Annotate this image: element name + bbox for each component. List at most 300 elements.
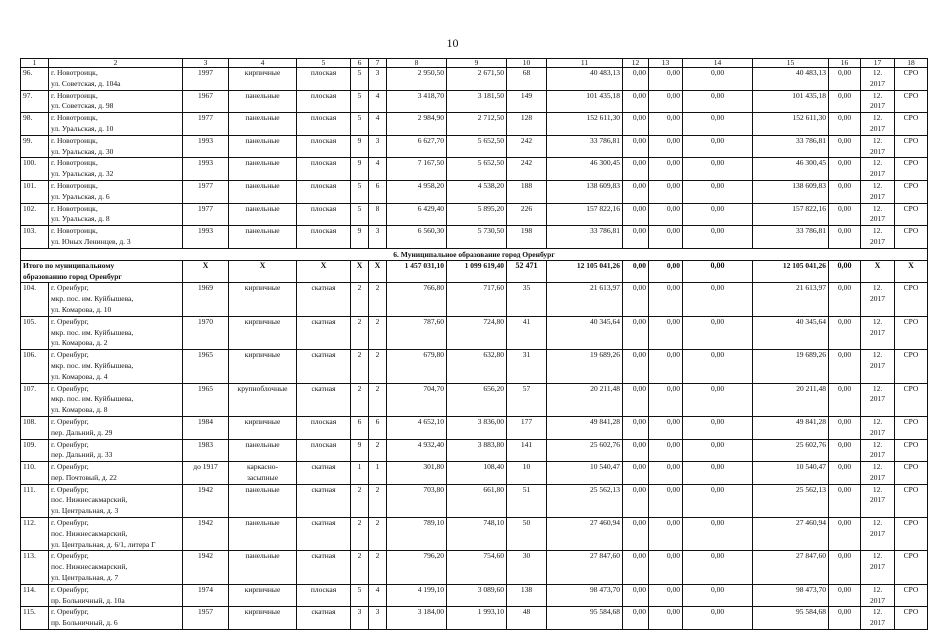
floors: 9 bbox=[351, 226, 369, 249]
fund-method: СРО bbox=[895, 180, 928, 203]
total-area: 6 627,70 bbox=[387, 135, 447, 158]
total-col-14: 0,00 bbox=[683, 260, 753, 283]
cost-col-15: 20 211,48 bbox=[753, 383, 829, 416]
entrances: 3 bbox=[369, 68, 387, 91]
wall-material: панельные bbox=[229, 113, 297, 136]
completion-term: 12. 2017 bbox=[861, 90, 895, 113]
roof-type: плоская bbox=[297, 180, 351, 203]
cost-col-14: 0,00 bbox=[683, 158, 753, 181]
cost-col-12: 0,00 bbox=[623, 551, 649, 584]
wall-material: кирпичные bbox=[229, 68, 297, 91]
cost-col-13: 0,00 bbox=[649, 135, 683, 158]
cost-col-14: 0,00 bbox=[683, 283, 753, 316]
cost-col-16: 0,00 bbox=[829, 350, 861, 383]
completion-term: 12. 2017 bbox=[861, 607, 895, 630]
table-row bbox=[21, 113, 928, 136]
living-area: 3 089,60 bbox=[447, 584, 507, 607]
table-row bbox=[21, 439, 928, 462]
cost-col-14: 0,00 bbox=[683, 90, 753, 113]
cost-col-14: 0,00 bbox=[683, 180, 753, 203]
total-area: 4 199,10 bbox=[387, 584, 447, 607]
housing-register-table bbox=[20, 58, 928, 630]
column-number-cell: 5 bbox=[297, 59, 351, 68]
build-year: 1942 bbox=[183, 551, 229, 584]
entrances: 2 bbox=[369, 383, 387, 416]
residents: 141 bbox=[507, 439, 547, 462]
cost-col-12: 0,00 bbox=[623, 283, 649, 316]
total-col-3: X bbox=[183, 260, 229, 283]
repair-cost: 20 211,48 bbox=[547, 383, 623, 416]
wall-material: кирпичные bbox=[229, 316, 297, 349]
wall-material: панельные bbox=[229, 484, 297, 517]
table-row bbox=[21, 350, 928, 383]
column-number-cell: 11 bbox=[547, 59, 623, 68]
wall-material: панельные bbox=[229, 90, 297, 113]
table-row bbox=[21, 607, 928, 630]
row-number: 108. bbox=[21, 416, 49, 439]
build-year: 1993 bbox=[183, 226, 229, 249]
cost-col-12: 0,00 bbox=[623, 462, 649, 485]
completion-term: 12. 2017 bbox=[861, 584, 895, 607]
completion-term: 12. 2017 bbox=[861, 383, 895, 416]
roof-type: скатная bbox=[297, 462, 351, 485]
cost-col-12: 0,00 bbox=[623, 316, 649, 349]
total-row bbox=[21, 260, 928, 283]
cost-col-12: 0,00 bbox=[623, 113, 649, 136]
completion-term: 12. 2017 bbox=[861, 113, 895, 136]
cost-col-14: 0,00 bbox=[683, 135, 753, 158]
cost-col-12: 0,00 bbox=[623, 484, 649, 517]
table-row bbox=[21, 90, 928, 113]
cost-col-15: 49 841,28 bbox=[753, 416, 829, 439]
total-cost-sum: 12 105 041,26 bbox=[547, 260, 623, 283]
table-row bbox=[21, 416, 928, 439]
residents: 177 bbox=[507, 416, 547, 439]
roof-type: скатная bbox=[297, 283, 351, 316]
column-number-cell: 10 bbox=[507, 59, 547, 68]
column-number-cell: 2 bbox=[49, 59, 183, 68]
living-area: 5 652,50 bbox=[447, 135, 507, 158]
cost-col-15: 33 786,81 bbox=[753, 226, 829, 249]
residents: 149 bbox=[507, 90, 547, 113]
entrances: 4 bbox=[369, 90, 387, 113]
completion-term: 12. 2017 bbox=[861, 316, 895, 349]
fund-method: СРО bbox=[895, 350, 928, 383]
cost-col-16: 0,00 bbox=[829, 607, 861, 630]
cost-col-13: 0,00 bbox=[649, 316, 683, 349]
row-number: 111. bbox=[21, 484, 49, 517]
cost-col-12: 0,00 bbox=[623, 439, 649, 462]
column-number-row bbox=[21, 59, 928, 68]
table-row bbox=[21, 203, 928, 226]
row-number: 105. bbox=[21, 316, 49, 349]
roof-type: плоская bbox=[297, 203, 351, 226]
build-year: 1984 bbox=[183, 416, 229, 439]
repair-cost: 95 584,68 bbox=[547, 607, 623, 630]
address: г. Оренбург, пос. Нижнесакмарский, ул. Центральная, д. 6/1, литера Г bbox=[49, 518, 183, 551]
living-area: 3 836,00 bbox=[447, 416, 507, 439]
total-area: 6 560,30 bbox=[387, 226, 447, 249]
entrances: 4 bbox=[369, 158, 387, 181]
repair-cost: 49 841,28 bbox=[547, 416, 623, 439]
cost-col-16: 0,00 bbox=[829, 518, 861, 551]
cost-col-13: 0,00 bbox=[649, 90, 683, 113]
floors: 6 bbox=[351, 416, 369, 439]
living-area: 661,80 bbox=[447, 484, 507, 517]
residents: 10 bbox=[507, 462, 547, 485]
cost-col-16: 0,00 bbox=[829, 158, 861, 181]
entrances: 2 bbox=[369, 316, 387, 349]
fund-method: СРО bbox=[895, 518, 928, 551]
cost-col-16: 0,00 bbox=[829, 68, 861, 91]
cost-col-14: 0,00 bbox=[683, 226, 753, 249]
cost-col-12: 0,00 bbox=[623, 416, 649, 439]
entrances: 2 bbox=[369, 439, 387, 462]
build-year: 1965 bbox=[183, 350, 229, 383]
cost-col-12: 0,00 bbox=[623, 135, 649, 158]
roof-type: скатная bbox=[297, 518, 351, 551]
column-number-cell: 12 bbox=[623, 59, 649, 68]
repair-cost: 101 435,18 bbox=[547, 90, 623, 113]
total-area: 3 184,00 bbox=[387, 607, 447, 630]
cost-col-16: 0,00 bbox=[829, 90, 861, 113]
floors: 2 bbox=[351, 551, 369, 584]
repair-cost: 19 689,26 bbox=[547, 350, 623, 383]
living-area: 748,10 bbox=[447, 518, 507, 551]
table-row bbox=[21, 135, 928, 158]
column-number-cell: 3 bbox=[183, 59, 229, 68]
repair-cost: 40 345,64 bbox=[547, 316, 623, 349]
completion-term: 12. 2017 bbox=[861, 135, 895, 158]
cost-col-13: 0,00 bbox=[649, 158, 683, 181]
cost-col-13: 0,00 bbox=[649, 584, 683, 607]
row-number: 107. bbox=[21, 383, 49, 416]
cost-col-15: 157 822,16 bbox=[753, 203, 829, 226]
cost-col-13: 0,00 bbox=[649, 518, 683, 551]
cost-col-14: 0,00 bbox=[683, 203, 753, 226]
total-area: 4 932,40 bbox=[387, 439, 447, 462]
page-number: 10 bbox=[446, 36, 459, 50]
completion-term: 12. 2017 bbox=[861, 226, 895, 249]
living-area: 5 895,20 bbox=[447, 203, 507, 226]
address: г. Оренбург, мкр. пос. им. Куйбышева, ул. Комарова, д. 8 bbox=[49, 383, 183, 416]
roof-type: плоская bbox=[297, 226, 351, 249]
wall-material: панельные bbox=[229, 158, 297, 181]
living-area: 108,40 bbox=[447, 462, 507, 485]
cost-col-14: 0,00 bbox=[683, 416, 753, 439]
cost-col-14: 0,00 bbox=[683, 350, 753, 383]
fund-method: СРО bbox=[895, 584, 928, 607]
cost-col-14: 0,00 bbox=[683, 439, 753, 462]
cost-col-15: 46 300,45 bbox=[753, 158, 829, 181]
roof-type: плоская bbox=[297, 584, 351, 607]
build-year: 1977 bbox=[183, 180, 229, 203]
build-year: 1942 bbox=[183, 518, 229, 551]
cost-col-15: 25 602,76 bbox=[753, 439, 829, 462]
build-year: 1983 bbox=[183, 439, 229, 462]
cost-col-15: 25 562,13 bbox=[753, 484, 829, 517]
cost-col-16: 0,00 bbox=[829, 113, 861, 136]
completion-term: 12. 2017 bbox=[861, 158, 895, 181]
cost-col-16: 0,00 bbox=[829, 226, 861, 249]
cost-col-13: 0,00 bbox=[649, 226, 683, 249]
entrances: 6 bbox=[369, 416, 387, 439]
completion-term: 12. 2017 bbox=[861, 416, 895, 439]
fund-method: СРО bbox=[895, 439, 928, 462]
cost-col-15: 40 345,64 bbox=[753, 316, 829, 349]
total-area: 2 950,50 bbox=[387, 68, 447, 91]
wall-material: панельные bbox=[229, 439, 297, 462]
roof-type: скатная bbox=[297, 316, 351, 349]
total-area: 2 984,90 bbox=[387, 113, 447, 136]
section-title-row bbox=[21, 248, 928, 260]
column-number-cell: 9 bbox=[447, 59, 507, 68]
build-year: 1993 bbox=[183, 158, 229, 181]
living-area: 724,80 bbox=[447, 316, 507, 349]
wall-material: крупноблочные bbox=[229, 383, 297, 416]
cost-col-14: 0,00 bbox=[683, 462, 753, 485]
column-number-cell: 6 bbox=[351, 59, 369, 68]
entrances: 2 bbox=[369, 283, 387, 316]
build-year: 1957 bbox=[183, 607, 229, 630]
residents: 30 bbox=[507, 551, 547, 584]
fund-method: СРО bbox=[895, 203, 928, 226]
fund-method: СРО bbox=[895, 316, 928, 349]
address: г. Оренбург, мкр. пос. им. Куйбышева, ул. Комарова, д. 2 bbox=[49, 316, 183, 349]
entrances: 2 bbox=[369, 518, 387, 551]
fund-method: СРО bbox=[895, 484, 928, 517]
residents: 68 bbox=[507, 68, 547, 91]
table-body bbox=[21, 59, 928, 630]
cost-col-16: 0,00 bbox=[829, 135, 861, 158]
row-number: 103. bbox=[21, 226, 49, 249]
wall-material: панельные bbox=[229, 551, 297, 584]
wall-material: кирпичные bbox=[229, 350, 297, 383]
address: г. Оренбург, пр. Больничный, д. 6 bbox=[49, 607, 183, 630]
address: г. Оренбург, пос. Нижнесакмарский, ул. Центральная, д. 7 bbox=[49, 551, 183, 584]
table-row bbox=[21, 518, 928, 551]
floors: 9 bbox=[351, 439, 369, 462]
total-area: 796,20 bbox=[387, 551, 447, 584]
cost-col-15: 10 540,47 bbox=[753, 462, 829, 485]
roof-type: скатная bbox=[297, 484, 351, 517]
row-number: 109. bbox=[21, 439, 49, 462]
row-number: 104. bbox=[21, 283, 49, 316]
floors: 5 bbox=[351, 113, 369, 136]
row-number: 113. bbox=[21, 551, 49, 584]
total-col-13: 0,00 bbox=[649, 260, 683, 283]
entrances: 8 bbox=[369, 203, 387, 226]
residents: 35 bbox=[507, 283, 547, 316]
floors: 2 bbox=[351, 316, 369, 349]
total-col-12: 0,00 bbox=[623, 260, 649, 283]
cost-col-16: 0,00 bbox=[829, 180, 861, 203]
living-area: 3 181,50 bbox=[447, 90, 507, 113]
entrances: 4 bbox=[369, 113, 387, 136]
residents: 128 bbox=[507, 113, 547, 136]
fund-method: СРО bbox=[895, 90, 928, 113]
build-year: 1977 bbox=[183, 203, 229, 226]
cost-col-14: 0,00 bbox=[683, 68, 753, 91]
cost-col-16: 0,00 bbox=[829, 584, 861, 607]
living-area: 2 712,50 bbox=[447, 113, 507, 136]
address: г. Новотроицк, ул. Уральская, д. 10 bbox=[49, 113, 183, 136]
fund-method: СРО bbox=[895, 226, 928, 249]
entrances: 3 bbox=[369, 226, 387, 249]
total-col-18: X bbox=[895, 260, 928, 283]
table-row bbox=[21, 383, 928, 416]
floors: 9 bbox=[351, 158, 369, 181]
floors: 5 bbox=[351, 203, 369, 226]
floors: 1 bbox=[351, 462, 369, 485]
total-living-sum: 1 099 619,40 bbox=[447, 260, 507, 283]
floors: 2 bbox=[351, 484, 369, 517]
cost-col-15: 27 847,60 bbox=[753, 551, 829, 584]
wall-material: панельные bbox=[229, 203, 297, 226]
repair-cost: 98 473,70 bbox=[547, 584, 623, 607]
table-row bbox=[21, 484, 928, 517]
table-row bbox=[21, 68, 928, 91]
roof-type: скатная bbox=[297, 350, 351, 383]
floors: 5 bbox=[351, 90, 369, 113]
cost-col-16: 0,00 bbox=[829, 551, 861, 584]
total-col-6: X bbox=[351, 260, 369, 283]
completion-term: 12. 2017 bbox=[861, 350, 895, 383]
residents: 48 bbox=[507, 607, 547, 630]
cost-col-16: 0,00 bbox=[829, 383, 861, 416]
table-row bbox=[21, 283, 928, 316]
completion-term: 12. 2017 bbox=[861, 462, 895, 485]
total-area: 789,10 bbox=[387, 518, 447, 551]
column-number-cell: 18 bbox=[895, 59, 928, 68]
cost-col-16: 0,00 bbox=[829, 283, 861, 316]
wall-material: кирпичные bbox=[229, 416, 297, 439]
cost-col-13: 0,00 bbox=[649, 607, 683, 630]
total-col-4: X bbox=[229, 260, 297, 283]
completion-term: 12. 2017 bbox=[861, 551, 895, 584]
column-number-cell: 15 bbox=[753, 59, 829, 68]
cost-col-16: 0,00 bbox=[829, 439, 861, 462]
floors: 5 bbox=[351, 68, 369, 91]
total-area: 6 429,40 bbox=[387, 203, 447, 226]
address: г. Новотроицк, ул. Советская, д. 104а bbox=[49, 68, 183, 91]
residents: 41 bbox=[507, 316, 547, 349]
row-number: 98. bbox=[21, 113, 49, 136]
roof-type: плоская bbox=[297, 158, 351, 181]
repair-cost: 10 540,47 bbox=[547, 462, 623, 485]
cost-col-14: 0,00 bbox=[683, 383, 753, 416]
build-year: 1942 bbox=[183, 484, 229, 517]
build-year: 1974 bbox=[183, 584, 229, 607]
table-row bbox=[21, 158, 928, 181]
repair-cost: 33 786,81 bbox=[547, 226, 623, 249]
wall-material: панельные bbox=[229, 226, 297, 249]
cost-col-15: 33 786,81 bbox=[753, 135, 829, 158]
floors: 2 bbox=[351, 518, 369, 551]
total-area: 703,80 bbox=[387, 484, 447, 517]
address: г. Новотроицк, ул. Уральская, д. 8 bbox=[49, 203, 183, 226]
cost-col-12: 0,00 bbox=[623, 518, 649, 551]
cost-col-12: 0,00 bbox=[623, 584, 649, 607]
column-number-cell: 13 bbox=[649, 59, 683, 68]
living-area: 754,60 bbox=[447, 551, 507, 584]
wall-material: панельные bbox=[229, 180, 297, 203]
build-year: 1967 bbox=[183, 90, 229, 113]
cost-col-13: 0,00 bbox=[649, 283, 683, 316]
row-number: 101. bbox=[21, 180, 49, 203]
cost-col-15: 19 689,26 bbox=[753, 350, 829, 383]
fund-method: СРО bbox=[895, 283, 928, 316]
cost-col-15: 152 611,30 bbox=[753, 113, 829, 136]
table-row bbox=[21, 180, 928, 203]
cost-col-13: 0,00 bbox=[649, 416, 683, 439]
cost-col-13: 0,00 bbox=[649, 551, 683, 584]
cost-col-15: 40 483,13 bbox=[753, 68, 829, 91]
completion-term: 12. 2017 bbox=[861, 518, 895, 551]
cost-col-12: 0,00 bbox=[623, 68, 649, 91]
completion-term: 12. 2017 bbox=[861, 283, 895, 316]
completion-term: 12. 2017 bbox=[861, 439, 895, 462]
fund-method: СРО bbox=[895, 68, 928, 91]
table-row bbox=[21, 551, 928, 584]
entrances: 2 bbox=[369, 350, 387, 383]
column-number-cell: 14 bbox=[683, 59, 753, 68]
section-title: 6. Муниципальное образование город Оренбург bbox=[21, 248, 928, 260]
table-row bbox=[21, 316, 928, 349]
roof-type: плоская bbox=[297, 135, 351, 158]
total-col-15: 12 105 041,26 bbox=[753, 260, 829, 283]
floors: 2 bbox=[351, 383, 369, 416]
cost-col-16: 0,00 bbox=[829, 203, 861, 226]
fund-method: СРО bbox=[895, 113, 928, 136]
cost-col-14: 0,00 bbox=[683, 518, 753, 551]
residents: 50 bbox=[507, 518, 547, 551]
cost-col-15: 95 584,68 bbox=[753, 607, 829, 630]
cost-col-14: 0,00 bbox=[683, 551, 753, 584]
cost-col-15: 101 435,18 bbox=[753, 90, 829, 113]
repair-cost: 152 611,30 bbox=[547, 113, 623, 136]
row-number: 114. bbox=[21, 584, 49, 607]
total-col-7: X bbox=[369, 260, 387, 283]
completion-term: 12. 2017 bbox=[861, 68, 895, 91]
address: г. Оренбург, пер. Почтовый, д. 22 bbox=[49, 462, 183, 485]
roof-type: плоская bbox=[297, 90, 351, 113]
residents: 242 bbox=[507, 135, 547, 158]
cost-col-13: 0,00 bbox=[649, 350, 683, 383]
cost-col-16: 0,00 bbox=[829, 316, 861, 349]
total-area: 7 167,50 bbox=[387, 158, 447, 181]
cost-col-13: 0,00 bbox=[649, 484, 683, 517]
row-number: 99. bbox=[21, 135, 49, 158]
completion-term: 12. 2017 bbox=[861, 203, 895, 226]
cost-col-15: 27 460,94 bbox=[753, 518, 829, 551]
floors: 2 bbox=[351, 350, 369, 383]
column-number-cell: 16 bbox=[829, 59, 861, 68]
floors: 9 bbox=[351, 135, 369, 158]
roof-type: скатная bbox=[297, 607, 351, 630]
row-number: 96. bbox=[21, 68, 49, 91]
fund-method: СРО bbox=[895, 551, 928, 584]
build-year: 1993 bbox=[183, 135, 229, 158]
entrances: 4 bbox=[369, 584, 387, 607]
cost-col-13: 0,00 bbox=[649, 180, 683, 203]
cost-col-12: 0,00 bbox=[623, 90, 649, 113]
roof-type: скатная bbox=[297, 551, 351, 584]
residents: 51 bbox=[507, 484, 547, 517]
floors: 2 bbox=[351, 283, 369, 316]
residents: 198 bbox=[507, 226, 547, 249]
living-area: 3 883,80 bbox=[447, 439, 507, 462]
